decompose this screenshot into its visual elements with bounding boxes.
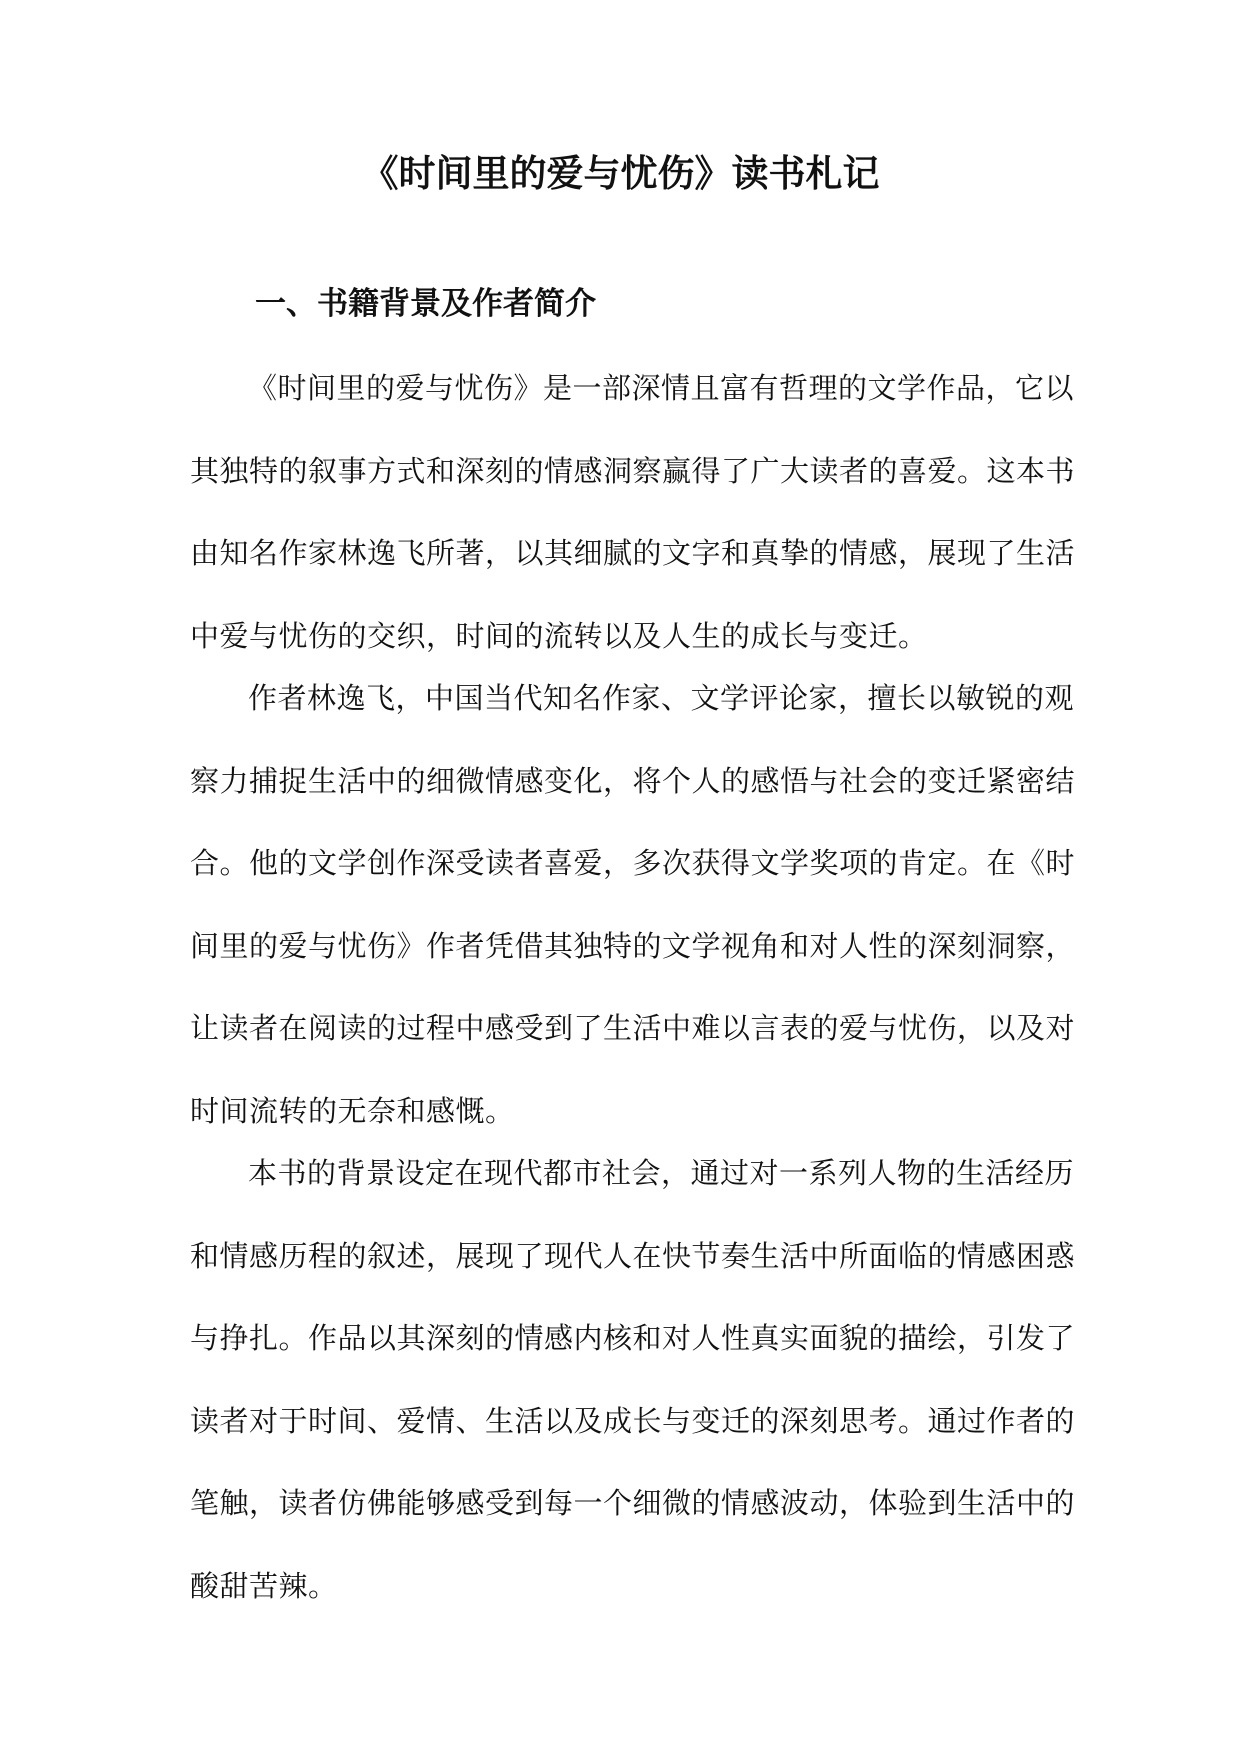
paragraph-line: 合。他的文学创作深受读者喜爱，多次获得文学奖项的肯定。在《时 [190,846,1076,880]
paragraph-book-setting [190,1132,1076,1627]
paragraph-line: 读者对于时间、爱情、生活以及成长与变迁的深刻思考。通过作者的 [190,1403,1076,1438]
paragraph-line: 中爱与忧伤的交织，时间的流转以及人生的成长与变迁。 [190,618,928,653]
paragraph-line: 酸甜苦辣。 [190,1568,338,1603]
paragraph-author-intro [190,657,1076,1152]
document-title: 《时间里的爱与忧伤》读书札记 [361,151,880,195]
paragraph-line: 《时间里的爱与忧伤》是一部深情且富有哲理的文学作品，它以 [248,371,1075,405]
paragraph-line: 作者林逸飞，中国当代知名作家、文学评论家，擅长以敏锐的观 [248,681,1075,715]
paragraph-line: 和情感历程的叙述，展现了现代人在快节奏生活中所面临的情感困惑 [190,1238,1076,1273]
paragraph-line: 间里的爱与忧伤》作者凭借其独特的文学视角和对人性的深刻洞察， [190,928,1076,963]
paragraph-line: 其独特的叙事方式和深刻的情感洞察赢得了广大读者的喜爱。这本书 [190,453,1076,488]
section-heading: 一、书籍背景及作者简介 [255,286,596,322]
paragraph-line: 时间流转的无奈和感慨。 [190,1093,515,1128]
paragraph-line: 让读者在阅读的过程中感受到了生活中难以言表的爱与忧伤，以及对 [190,1011,1076,1045]
paragraph-line: 与挣扎。作品以其深刻的情感内核和对人性真实面貌的描绘，引发了 [190,1321,1076,1355]
paragraph-line: 察力捕捉生活中的细微情感变化，将个人的感悟与社会的变迁紧密结 [190,763,1076,798]
paragraph-line: 笔触，读者仿佛能够感受到每一个细微的情感波动，体验到生活中的 [190,1486,1076,1520]
paragraph-line: 本书的背景设定在现代都市社会，通过对一系列人物的生活经历 [248,1156,1075,1190]
paragraph-book-intro [190,347,1076,677]
paragraph-line: 由知名作家林逸飞所著，以其细腻的文字和真挚的情感，展现了生活 [190,536,1076,570]
